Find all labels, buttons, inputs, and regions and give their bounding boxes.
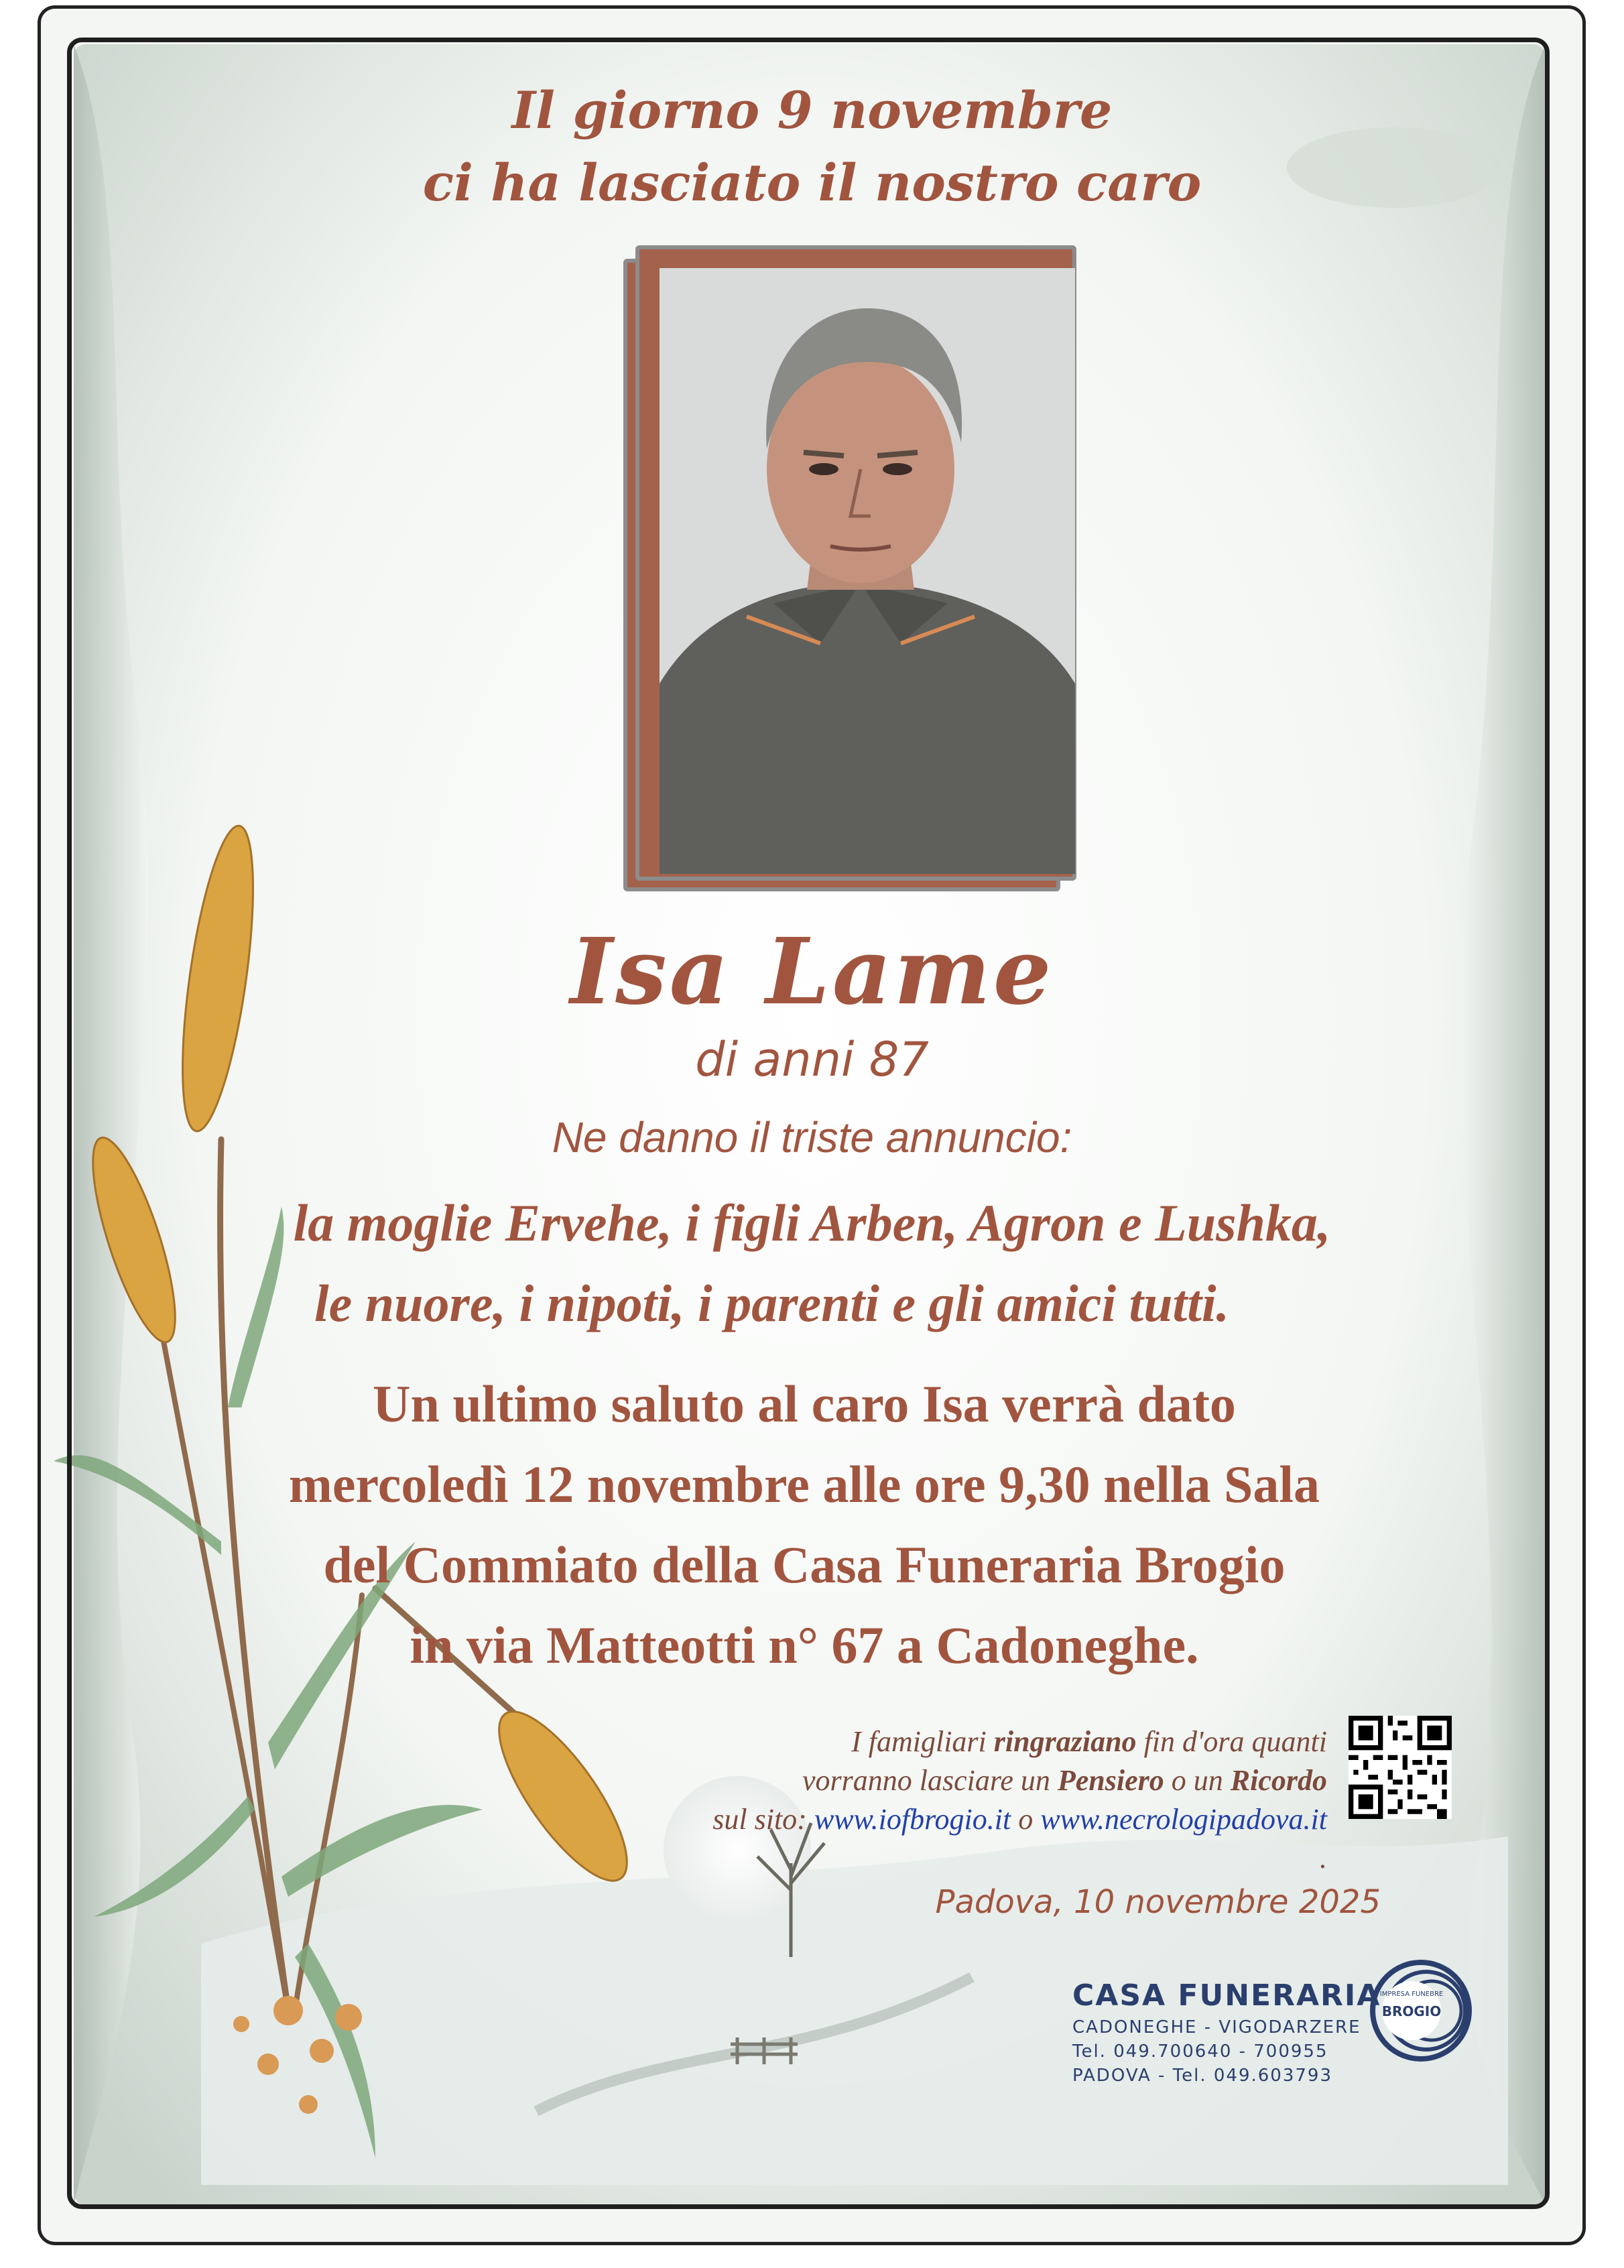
portrait-photo: [660, 268, 1075, 874]
date-place: Padova, 10 novembre 2025: [935, 1883, 1381, 1921]
company-phone-1: Tel. 049.700640 - 700955: [1072, 2041, 1328, 2062]
header-line-2: ci ha lasciato il nostro caro: [422, 153, 1202, 212]
header-line-1: Il giorno 9 novembre: [511, 80, 1113, 140]
family-line-1: la moglie Ervehe, i figli Arben, Agron e Lushka,: [293, 1194, 1331, 1252]
funeral-line-2: mercoledì 12 novembre alle ore 9,30 nella Sala: [288, 1455, 1320, 1513]
thanks-block: [710, 1722, 1327, 1878]
brogio-logo-text: BROGIO: [1381, 2003, 1442, 2019]
thanks-line-2: vorranno lasciare un Pensiero o un Ricordo: [802, 1764, 1327, 1797]
thanks-line-1: I famigliari ringraziano fin d'ora quanti: [851, 1725, 1327, 1758]
thanks-line-3: sul sito: www.iofbrogio.it o www.necrologipadova.it .: [712, 1803, 1327, 1875]
brogio-logo-ring-text: IMPRESA FUNEBRE: [1379, 1991, 1444, 1998]
link-necrologipadova[interactable]: www.necrologipadova.it: [1040, 1803, 1327, 1836]
deceased-age: di anni 87: [695, 1032, 929, 1087]
qr-code[interactable]: [1349, 1716, 1452, 1819]
company-phone-2: PADOVA - Tel. 049.603793: [1072, 2066, 1333, 2086]
deceased-name: Isa Lame: [570, 918, 1054, 1025]
funeral-line-4: in via Matteotti n° 67 a Cadoneghe.: [410, 1616, 1199, 1674]
qr-code-icon: [1349, 1716, 1452, 1819]
announcement-intro: Ne danno il triste annuncio:: [552, 1113, 1072, 1161]
funeral-line-1: Un ultimo saluto al caro Isa verrà dato: [373, 1375, 1236, 1433]
portrait-frame: [623, 245, 1076, 890]
brogio-logo: [1367, 1957, 1481, 2064]
funeral-line-3: del Commiato della Casa Funeraria Brogio: [323, 1535, 1286, 1594]
portrait-frame-front: [635, 245, 1076, 881]
link-iofbrogio[interactable]: www.iofbrogio.it: [814, 1803, 1011, 1836]
portrait-illustration: [660, 268, 1075, 874]
company-name: CASA FUNERARIA: [1072, 1978, 1381, 2013]
family-line-2: le nuore, i nipoti, i parenti e gli amici tutti.: [314, 1274, 1230, 1332]
company-locations: CADONEGHE - VIGODARZERE: [1072, 2017, 1361, 2037]
